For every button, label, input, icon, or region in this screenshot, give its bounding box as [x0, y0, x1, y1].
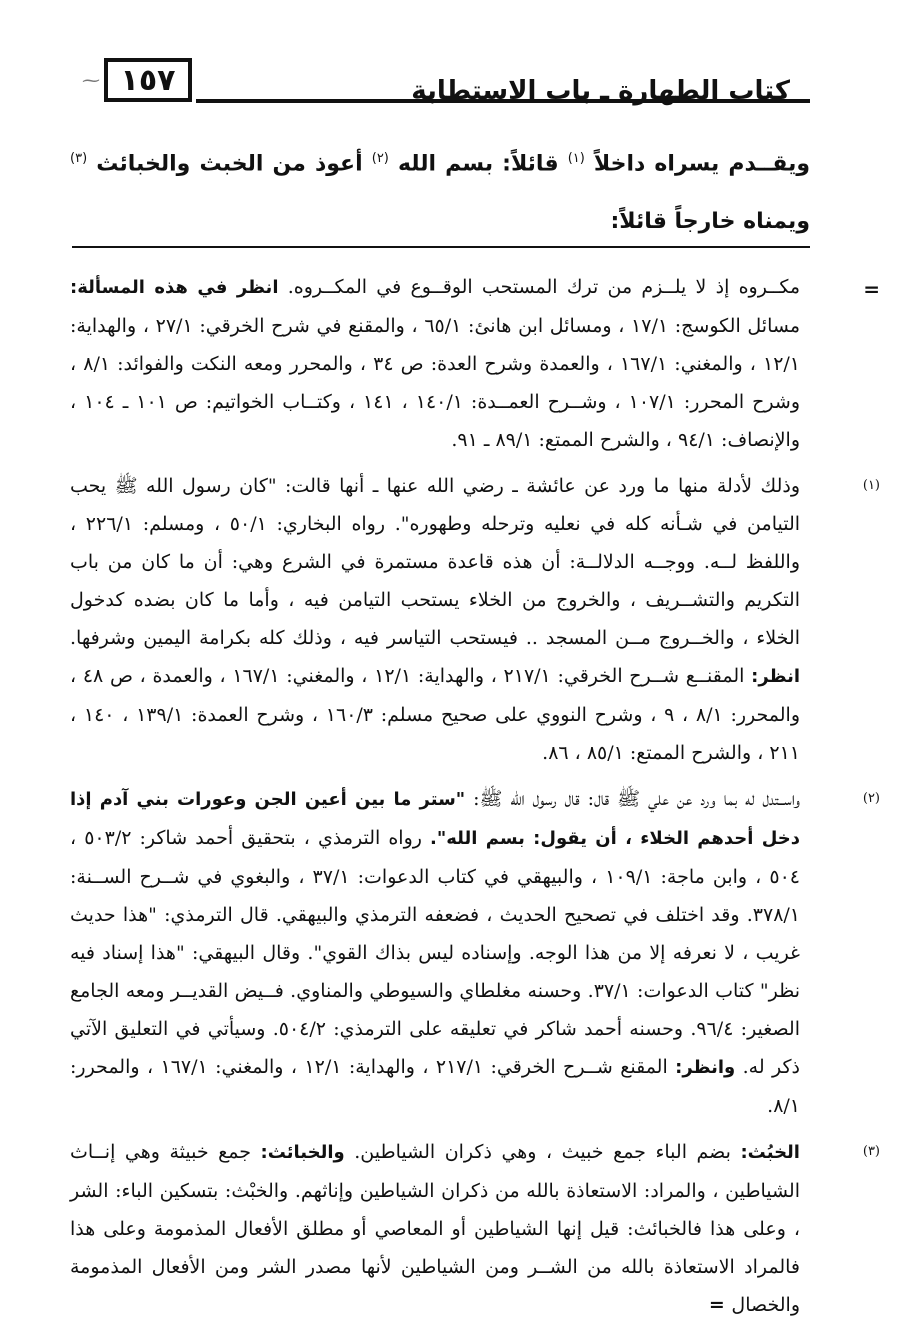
footnote-text: مسائل الكوسج: ١٧/١ ، ومسائل ابن هانئ: ٦٥/١ ، والمقنع في شرح الخرقي: ٢٧/١ ، والهداية: ١٢/١ ، والمغني: ١٦٧/١ ، والعمدة وشرح العدة: ص ٣٤ ، والمحرر ومعه النكت والفوائد: ٨/١ ، وشرح المحرر: ١٠٧/١ ، وشــرح العمــدة: ١٤٠/١ ، ١٤١ ، وكتــاب الخواتيم: ص ١٠١ ـ ١٠٤ ، والإنصاف: ٩٤/١ ، والشرح الممتع: ٨٩/١ ـ ٩١. [70, 315, 801, 451]
continuation-mark: = [863, 277, 880, 301]
footnote-ref: (١) [567, 151, 585, 166]
main-text-part: قائلاً: بسم الله [388, 151, 568, 177]
footnote-body [70, 467, 800, 772]
footnote-bold: الخبُث: [740, 1142, 800, 1163]
footnote-text: المقنع شــرح الخرقي: ٢١٧/١ ، والهداية: ١٢/١ ، والمغني: ١٦٧/١ ، والمحرر: ٨/١. [70, 1056, 800, 1117]
footnote-text: بضم الباء جمع خبيث ، وهي ذكران الشياطين. [344, 1141, 741, 1163]
footnote-bold: انظر: [751, 666, 800, 687]
running-title: كتاب الطهارة ـ باب الاستطابة [411, 76, 790, 106]
footnote-continuation [70, 268, 880, 459]
footnote-1 [70, 467, 880, 772]
footnote-ref: (٢) [371, 151, 389, 166]
footnote-number: (١) [862, 478, 880, 493]
page-number-text: ١٥٧ [120, 62, 176, 98]
corner-mark-icon: ⁓ [82, 70, 100, 91]
footnote-number: (٣) [862, 1144, 880, 1159]
continuation-mark: = [708, 1294, 732, 1316]
footnote-text: جمع خبيثة وهي إنــاث الشياطين ، والمراد: الاستعاذة بالله من ذكران الشياطين وإناثهم. والخبْث: بتسكين الباء: الشر ، وعلى هذا فالخبائث: قيل إنها الشياطين أو المعاصي أو مطلق الأفعال المذمومة وعلى هذا فالمراد الاستعاذة بالله من الشــر ومن الشياطين لأنها مصدر الشر ومن الأفعال المذمومة والخصال [70, 1141, 800, 1316]
footnote-body [70, 780, 800, 1125]
footnote-text: وذلك لأدلة منها ما ورد عن عائشة ـ رضي الله عنها ـ أنها قالت: "كان رسول الله ﷺ يحب التيامن في شـأنه كله في نعليه وترحله وطهوره". رواه البخاري: ٥٠/١ ، ومسلم: ٢٢٦/١ ، واللفظ لــه. ووجــه الدلالــة: أن هذه قاعدة مستمرة في الشرع وهي: أن ما كان من باب التكريم والتشــريف ، والخروج من الخلاء يستحب التيامن فيه ، وأما ما كان بضده كدخول الخلاء ، والخــروج مــن المسجد .. فيستحب التياسر فيه ، وذلك كله بكرامة اليمين وشرفها. [70, 475, 801, 649]
footnote-body [70, 1133, 800, 1324]
footnote-text: واســتدل له بما ورد عن علي ﷺ قال: قال رسول الله ﷺ: [465, 788, 800, 810]
main-text-part: ويقــدم يسراه داخلاً [584, 151, 811, 177]
footnote-bold: والخبائث: [260, 1142, 345, 1163]
footnote-text: رواه الترمذي ، بتحقيق أحمد شاكر: ٥٠٣/٢ ، ٥٠٤ ، وابن ماجة: ١٠٩/١ ، والبيهقي في كتاب الدعوات: ٣٧/١ ، والبغوي في شــرح الســنة: ٣٧٨/١. وقد اختلف في تصحيح الحديث ، فضعفه الترمذي والبيهقي. قال الترمذي: "هذا حديث غريب ، لا نعرفه إلا من هذا الوجه. وإسناده ليس بذاك القوي". وقال البيهقي: "هذا إسناد فيه نظر" كتاب الدعوات: ٣٧/١. وحسنه مغلطاي والسيوطي والمناوي. فــيض القديــر ومعه الجامع الصغير: ٩٦/٤. وحسنه أحمد شاكر في تعليقه على الترمذي: ٥٠٤/٢. وسيأتي في التعليق الآتي ذكر له. [70, 827, 801, 1078]
footnote-ref: (٣) [70, 151, 88, 166]
footnote-number: (٢) [862, 791, 880, 806]
footnotes [70, 268, 880, 1332]
main-text-part: ويمناه خارجاً قائلاً: [610, 209, 810, 235]
footnote-bold: "ستر ما بين أعين الجن وعورات بني آدم إذا دخل أحدهم الخلاء ، أن يقول: بسم الله". [70, 789, 800, 849]
footnote-bold: وانظر: [675, 1057, 736, 1078]
footnote-text: مكــروه إذ لا يلــزم من ترك المستحب الوقــوع في المكــروه. [278, 276, 801, 298]
footnote-separator [72, 246, 810, 248]
footnote-3 [70, 1133, 880, 1324]
footnote-body [70, 268, 800, 459]
main-text-part: أعوذ من الخبث والخبائث [87, 151, 372, 177]
footnote-bold: انظر في هذه المسألة: [70, 277, 279, 298]
main-text [70, 130, 810, 251]
footnote-2 [70, 780, 880, 1125]
footnote-text: المقنــع شــرح الخرقي: ٢١٧/١ ، والهداية: ١٢/١ ، والمغني: ١٦٧/١ ، والعمدة ، ص ٤٨ ، والمحرر: ٨/١ ، ٩ ، وشرح النووي على صحيح مسلم: ١٦٠/٣ ، وشرح العمدة: ١٣٩/١ ، ١٤٠ ، ٢١١ ، والشرح الممتع: ٨٥/١ ، ٨٦. [70, 665, 801, 764]
page-number [104, 58, 192, 102]
